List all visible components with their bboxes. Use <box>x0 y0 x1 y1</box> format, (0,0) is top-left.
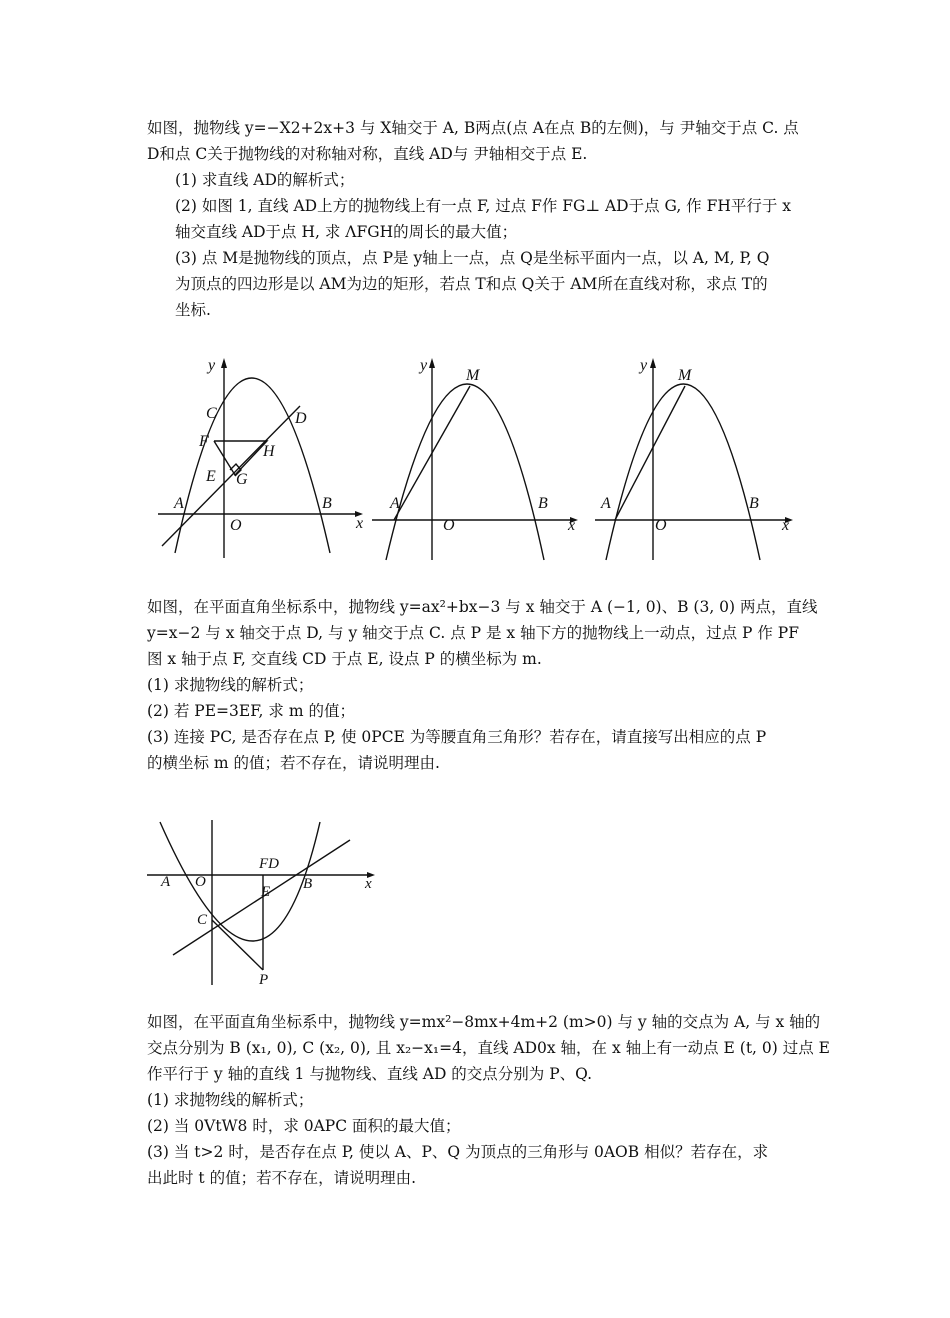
fig1-label-h: H <box>263 443 275 460</box>
problem1-text <box>147 115 799 323</box>
fig4-label-x: x <box>365 876 372 892</box>
fig1-parabola <box>175 378 330 553</box>
fig4-parabola <box>160 822 320 941</box>
fig3-label-a: A <box>601 495 611 512</box>
problem3-intro-line1: 如图，在平面直角坐标系中，抛物线 y=mx²−8mx+4m+2 (m>0) 与 y 轴的交点为 A, 与 x 轴的 <box>147 1013 821 1031</box>
fig3-label-m: M <box>678 367 692 384</box>
fig2-y-arrow <box>429 358 435 368</box>
fig4-label-p: P <box>259 972 269 988</box>
fig2-label-y: y <box>420 357 428 374</box>
problem2-q1: (1) 求抛物线的解析式； <box>147 676 314 694</box>
fig1-label-c: C <box>206 405 217 422</box>
problem3-intro-line2: 交点分别为 B (x₁, 0), C (x₂, 0), 且 x₂−x₁=4，直线 AD0x 轴，在 x 轴上有一动点 E (t, 0) 过点 E <box>147 1039 830 1057</box>
figure2 <box>372 358 578 560</box>
fig2-label-b: B <box>538 495 548 512</box>
fig1-label-x: x <box>356 515 364 532</box>
fig3-parabola <box>606 384 760 560</box>
fig4-label-o: O <box>195 874 206 890</box>
problem1-q3-line1: (3) 点 M是抛物线的顶点，点 P是 y轴上一点，点 Q是坐标平面内一点，以 A, M, P, Q <box>175 249 770 267</box>
fig3-y-arrow <box>650 358 656 368</box>
fig4-label-e: E <box>261 884 271 900</box>
figure3 <box>595 358 793 560</box>
fig2-label-o: O <box>443 517 455 534</box>
problem1-q1: (1) 求直线 AD的解析式； <box>175 171 355 189</box>
problem2-intro-line2: y=x−2 与 x 轴交于点 D, 与 y 轴交于点 C. 点 P 是 x 轴下方的抛物线上一动点，过点 P 作 PF <box>147 624 799 642</box>
fig2-label-m: M <box>466 367 480 384</box>
fig4-label-b: B <box>303 876 313 892</box>
fig1-y-arrow <box>221 358 227 368</box>
problem1-intro-line1: 如图，抛物线 y=−X2+2x+3 与 X轴交于 A, B两点(点 A在点 B的左侧)，与 尹轴交于点 C. 点 <box>147 119 799 137</box>
problem2-q3-line2: 的横坐标 m 的值；若不存在，请说明理由. <box>147 754 440 772</box>
problem2-figure <box>145 820 385 990</box>
fig2-label-x: x <box>568 517 576 534</box>
problem3-q3-line1: (3) 当 t>2 时，是否存在点 P, 使以 A、P、Q 为顶点的三角形与 0AOB 相似？若存在，求 <box>147 1143 769 1161</box>
fig3-label-o: O <box>655 517 667 534</box>
problem3-q3-line2: 出此时 t 的值；若不存在，请说明理由. <box>147 1169 417 1187</box>
fig4-line-pc <box>212 920 263 970</box>
problem2-text <box>147 594 818 776</box>
figure1 <box>158 358 363 558</box>
problem2-intro-line1: 如图，在平面直角坐标系中，抛物线 y=ax²+bx−3 与 x 轴交于 A (−1, 0)、B (3, 0) 两点，直线 <box>147 598 818 616</box>
problem1-q2-line1: (2) 如图 1, 直线 AD上方的抛物线上有一点 F, 过点 F作 FG⊥ AD于点 G, 作 FH平行于 x <box>175 197 792 215</box>
problem2-q3-line1: (3) 连接 PC, 是否存在点 P, 使 0PCE 为等腰直角三角形？若存在，请直接写出相应的点 P <box>147 728 767 746</box>
problem3-q1: (1) 求抛物线的解析式； <box>147 1091 314 1109</box>
fig1-label-e: E <box>206 468 216 485</box>
problem1-q3-line3: 坐标. <box>175 301 211 319</box>
fig1-label-o: O <box>230 517 242 534</box>
fig4-label-c: C <box>197 912 208 928</box>
problem1-figures <box>150 348 800 563</box>
fig1-label-a: A <box>174 495 184 512</box>
problem3-text <box>147 1009 830 1191</box>
problem2-q2: (2) 若 PE=3EF, 求 m 的值； <box>147 702 355 720</box>
fig3-label-y: y <box>640 357 648 374</box>
problem1-q3-line2: 为顶点的四边形是以 AM为边的矩形，若点 T和点 Q关于 AM所在直线对称，求点 T的 <box>175 275 768 293</box>
fig1-label-b: B <box>322 495 332 512</box>
fig2-parabola <box>386 384 544 560</box>
problem3-q2: (2) 当 0VtW8 时，求 0APC 面积的最大值； <box>147 1117 461 1135</box>
fig1-label-d: D <box>295 410 307 427</box>
problem3-intro-line3: 作平行于 y 轴的直线 1 与抛物线、直线 AD 的交点分别为 P、Q. <box>147 1065 593 1083</box>
problem1-intro-line2: D和点 C关于抛物线的对称轴对称，直线 AD与 尹轴相交于点 E. <box>147 145 588 163</box>
fig1-label-f: F <box>199 433 209 450</box>
fig1-label-y: y <box>208 357 216 374</box>
fig4-label-fd: FD <box>259 856 279 872</box>
problem1-q2-line2: 轴交直线 AD于点 H, 求 ΛFGH的周长的最大值； <box>175 223 518 241</box>
fig1-label-g: G <box>236 471 248 488</box>
fig3-line-am <box>615 386 685 520</box>
fig3-label-x: x <box>782 517 790 534</box>
fig2-label-a: A <box>390 495 400 512</box>
problem2-intro-line3: 图 x 轴于点 F, 交直线 CD 于点 E, 设点 P 的横坐标为 m. <box>147 650 542 668</box>
fig4-label-a: A <box>161 874 171 890</box>
fig3-label-b: B <box>749 495 759 512</box>
